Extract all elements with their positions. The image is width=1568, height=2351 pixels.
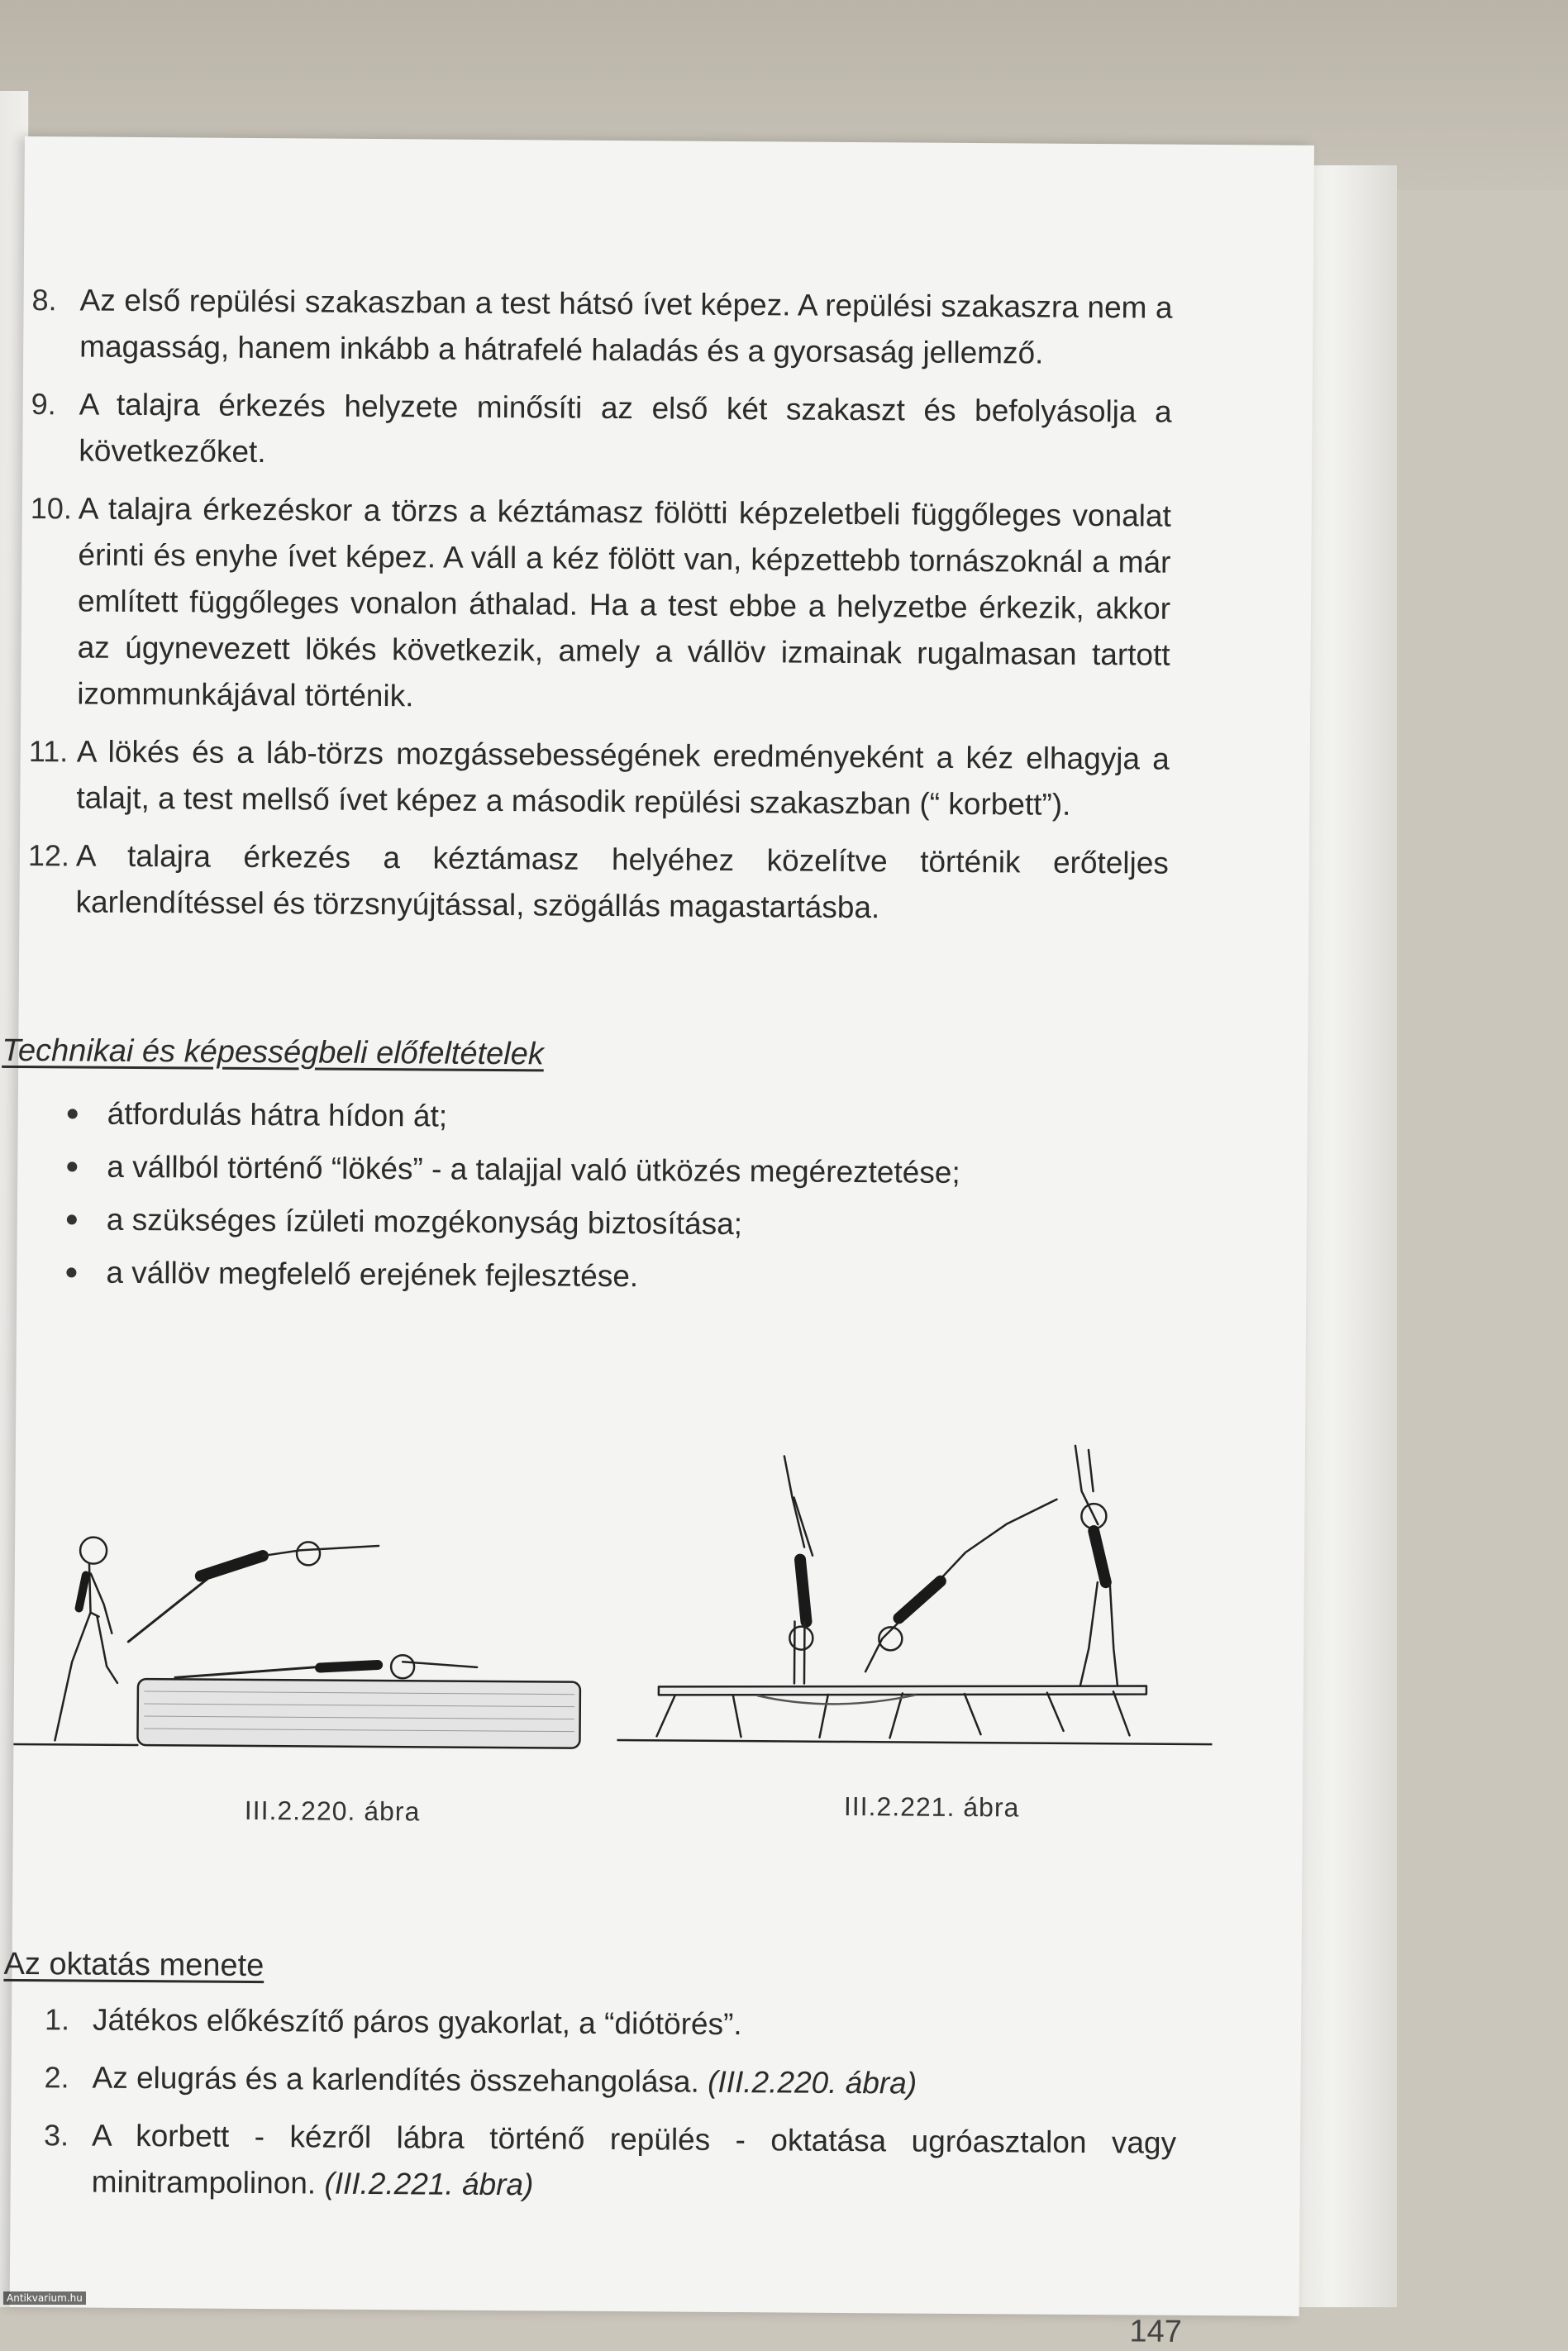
list-item-text: a vállöv megfelelő erejének fejlesztése. <box>106 1255 639 1294</box>
list-item-text: a szükséges ízületi mozgékonyság biztosítása; <box>106 1202 743 1242</box>
book-page <box>2 136 1314 2349</box>
teaching-item <box>45 1996 1177 2051</box>
step-number: 12. <box>27 838 70 873</box>
step-text: A talajra érkezéskor a törzs a kéztámasz fölötti képzeletbeli függőleges vonalat érinti és enyhe ívet képez. A váll a kéz fölött van, képzettebb tornászoknál a már említett függőleges vonalon áthalad. Ha a test ebbe a helyzetbe érkezik, akkor az úgynevezett lökés következik, amely a vállöv izmainak rugalmasan tartott izommunkájával történik. <box>77 491 1171 713</box>
teaching-number: 1. <box>44 2002 70 2037</box>
step-item <box>27 832 1169 933</box>
prerequisites-heading: Technikai és képességbeli előfeltételek <box>2 1032 544 1072</box>
list-item <box>67 1140 960 1199</box>
gymnast-handstand <box>783 1456 814 1683</box>
teaching-number: 2. <box>44 2060 69 2095</box>
step-item <box>29 485 1171 725</box>
bullet-icon <box>66 1267 76 1277</box>
teaching-item <box>44 2112 1177 2213</box>
step-number: 10. <box>30 491 73 526</box>
figure-caption: III.2.220. ábra <box>244 1795 421 1827</box>
figure-korbett-minitramp <box>617 1397 1214 1748</box>
gymnast-standing <box>55 1537 118 1741</box>
step-text: A talajra érkezés helyzete minősíti az első két szakaszt és befolyásolja a következőket. <box>79 387 1172 470</box>
page-number: 147 <box>1129 2314 1183 2349</box>
teaching-item <box>44 2054 1176 2109</box>
gymnast-lying <box>175 1653 477 1680</box>
teaching-text: Játékos előkészítő páros gyakorlat, a “diótörés”. <box>92 2002 742 2042</box>
teaching-text-wrap <box>92 2113 1177 2213</box>
bullet-icon <box>67 1214 77 1224</box>
list-item <box>66 1246 960 1305</box>
teaching-heading: Az oktatás menete <box>3 1946 265 1984</box>
step-item <box>31 277 1173 378</box>
step-text: A talajra érkezés a kéztámasz helyéhez közelítve történik erőteljes karlendítéssel és törzsnyújtással, szögállás magastartásba. <box>75 838 1170 925</box>
gymnast-arching <box>865 1498 1056 1673</box>
mat-shape <box>137 1679 580 1748</box>
prerequisites-list <box>66 1087 960 1305</box>
list-item-text: átfordulás hátra hídon át; <box>107 1096 448 1133</box>
teaching-steps <box>43 1996 1177 2225</box>
bullet-icon <box>68 1109 78 1118</box>
technique-steps <box>27 277 1173 945</box>
teaching-number: 3. <box>43 2118 69 2153</box>
figure-reference: (III.2.221. ábra) <box>324 2166 534 2202</box>
teaching-text: A korbett - kézről lábra történő repülés - oktatása ugróasztalon vagy minitrampolinon. <box>91 2118 1177 2201</box>
teaching-text: Az elugrás és a karlendítés összehangolása. <box>92 2060 700 2099</box>
figure-jump-to-mat <box>13 1476 585 1753</box>
step-item <box>31 381 1172 482</box>
bullet-icon <box>67 1161 77 1171</box>
step-number: 8. <box>31 283 57 317</box>
figure-reference: (III.2.220. ábra) <box>708 2064 917 2101</box>
step-text: A lökés és a láb-törzs mozgássebességének eredményeként a kéz elhagyja a talajt, a test mellső ívet képez a második repülési szakaszban (“ korbett”). <box>76 734 1170 822</box>
step-text: Az első repülési szakaszban a test hátsó ívet képez. A repülési szakaszra nem a magasság, hanem inkább a hátrafelé haladás és a gyorsaság jellemző. <box>79 283 1173 370</box>
list-item-text: a vállból történő “lökés” - a talajjal való ütközés megéreztetése; <box>107 1149 960 1190</box>
figure-caption: III.2.221. ábra <box>843 1791 1020 1823</box>
step-item <box>28 728 1170 829</box>
gymnast-landing <box>1074 1446 1119 1686</box>
gymnast-flying <box>128 1541 379 1643</box>
step-number: 11. <box>28 734 69 769</box>
list-item <box>67 1193 960 1252</box>
step-number: 9. <box>31 387 56 422</box>
watermark: Antikvarium.hu <box>3 2291 86 2305</box>
list-item <box>68 1087 961 1147</box>
teaching-text-wrap <box>92 2055 1176 2109</box>
